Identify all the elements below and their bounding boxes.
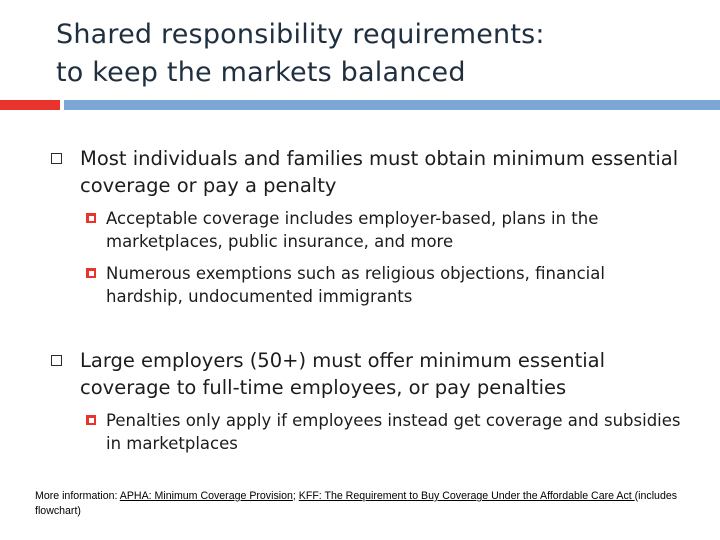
slide-title-line-1: Shared responsibility requirements: <box>56 19 545 50</box>
kff-requirement-link[interactable]: KFF: The Requirement to Buy Coverage Under the Affordable Care Act <box>298 490 635 502</box>
sub-bullet-text: Penalties only apply if employees instead get coverage and subsidies in marketplaces <box>106 411 681 453</box>
hollow-square-bullet-icon <box>51 355 62 366</box>
title-accent-blue-bar <box>64 100 720 110</box>
title-accent-red-bar <box>0 100 60 110</box>
apha-minimum-coverage-link[interactable]: APHA: Minimum Coverage Provision <box>119 490 293 502</box>
square-bullet-icon <box>86 415 96 425</box>
more-information-footer <box>35 489 685 519</box>
hollow-square-bullet-icon <box>51 153 62 164</box>
sub-bullet-text: Numerous exemptions such as religious objections, financial hardship, undocumented immigrants <box>106 264 605 306</box>
slide-title <box>56 16 696 92</box>
footer-suffix: (includes flowchart) <box>35 490 678 517</box>
footer-prefix: More information: <box>35 490 120 502</box>
bullet-text: Large employers (50+) must offer minimum essential coverage to full-time employees, or pay penalties <box>80 349 606 399</box>
bullet-text: Most individuals and families must obtain minimum essential coverage or pay a penalty <box>80 147 679 197</box>
square-bullet-icon <box>86 268 96 278</box>
slide-title-line-2: to keep the markets balanced <box>56 57 466 88</box>
footer-separator: ; <box>292 490 299 502</box>
square-bullet-icon <box>86 213 96 223</box>
sub-bullet-text: Acceptable coverage includes employer-based, plans in the marketplaces, public insurance, and more <box>106 209 599 251</box>
